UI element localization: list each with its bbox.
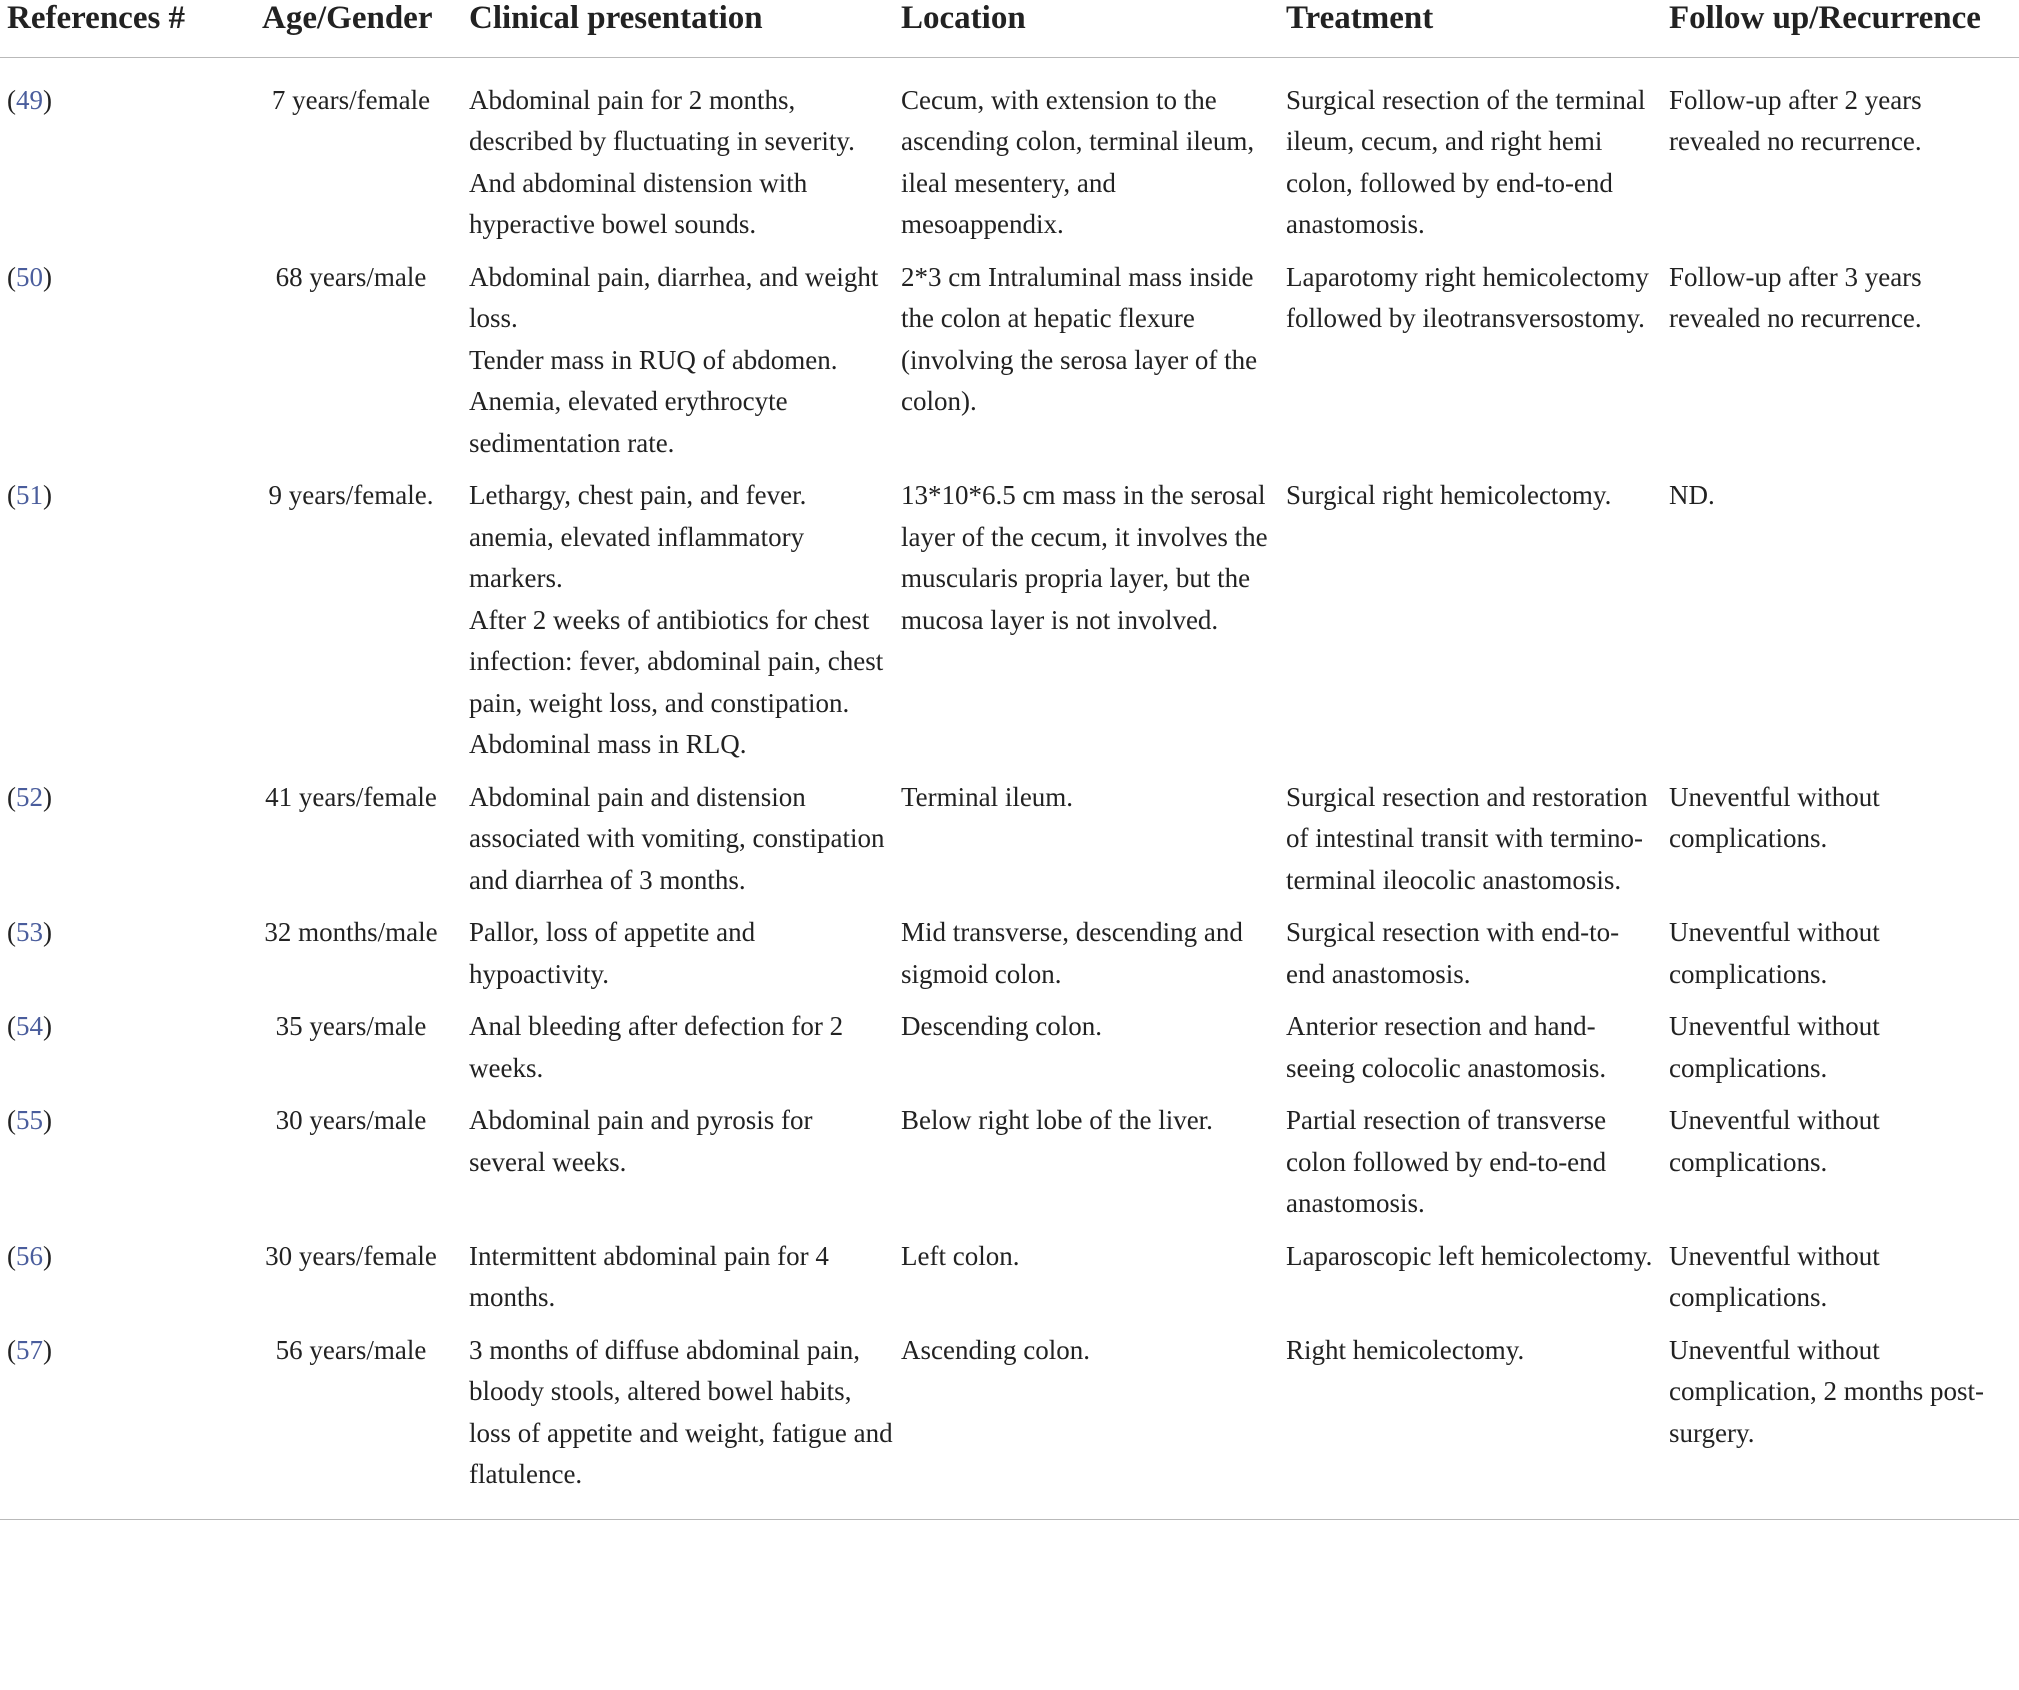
reference-link[interactable]: 55 — [16, 1105, 43, 1136]
table-row — [0, 1236, 2019, 1330]
cell-clinical-presentation — [469, 1006, 901, 1100]
header-treatment: Treatment — [1286, 0, 1434, 36]
cell-reference — [0, 1006, 233, 1100]
table-row — [0, 777, 2019, 913]
clinical-line: Anal bleeding after defection for 2 weeks. — [469, 1011, 844, 1083]
cell-clinical-presentation — [469, 475, 901, 777]
cell-location: Terminal ileum. — [901, 781, 1074, 812]
cell-location: Cecum, with extension to the ascending colon, terminal ileum, ileal mesentery, and mesoappendix. — [901, 84, 1255, 240]
header-references: References # — [7, 0, 186, 36]
cell-follow-up: Follow-up after 3 years revealed no recurrence. — [1669, 261, 1922, 334]
clinical-line: Lethargy, chest pain, and fever. anemia, elevated inflammatory markers. — [469, 480, 807, 594]
paren-close: ) — [43, 1105, 52, 1136]
cell-clinical-presentation — [469, 1100, 901, 1236]
cell-age-gender: 56 years/male — [275, 1334, 427, 1365]
cell-age-gender: 30 years/male — [275, 1105, 427, 1136]
cell-reference — [0, 912, 233, 1006]
paren-close: ) — [43, 1011, 52, 1042]
paren-close: ) — [43, 1334, 52, 1365]
clinical-line: Abdominal mass in RLQ. — [469, 729, 747, 760]
cell-age-gender: 9 years/female. — [268, 480, 434, 511]
paren-close: ) — [43, 480, 52, 511]
cell-reference — [0, 475, 233, 777]
table-body — [0, 57, 2019, 1519]
cell-clinical-presentation — [469, 257, 901, 476]
cell-treatment: Partial resection of transverse colon followed by end-to-end anastomosis. — [1286, 1105, 1607, 1219]
cell-follow-up: Follow-up after 2 years revealed no recurrence. — [1669, 84, 1922, 157]
cell-follow-up: Uneventful without complications. — [1669, 781, 1880, 854]
cell-treatment: Surgical resection and restoration of intestinal transit with termino-terminal ileocolic anastomosis. — [1286, 781, 1648, 895]
cell-follow-up: Uneventful without complications. — [1669, 1011, 1880, 1083]
cell-clinical-presentation — [469, 777, 901, 913]
cell-age-gender: 41 years/female — [265, 781, 437, 812]
cell-location: 2*3 cm Intraluminal mass inside the colon at hepatic flexure (involving the serosa layer of the colon). — [901, 261, 1258, 417]
clinical-line: Abdominal pain and distension associated with vomiting, constipation and diarrhea of 3 months. — [469, 781, 885, 895]
reference-link[interactable]: 57 — [16, 1334, 43, 1365]
reference-link[interactable]: 51 — [16, 480, 43, 511]
table-header — [0, 0, 2019, 57]
paren-open: ( — [7, 84, 16, 115]
clinical-line: Tender mass in RUQ of abdomen. — [469, 344, 838, 375]
paren-open: ( — [7, 1011, 16, 1042]
cell-age-gender: 68 years/male — [275, 261, 427, 292]
cell-location: Mid transverse, descending and sigmoid colon. — [901, 917, 1243, 989]
paren-close: ) — [43, 261, 52, 292]
cell-age-gender: 30 years/female — [265, 1240, 437, 1271]
clinical-line: Intermittent abdominal pain for 4 months. — [469, 1240, 829, 1313]
cell-reference — [0, 257, 233, 476]
cell-treatment: Surgical resection of the terminal ileum, cecum, and right hemi colon, followed by end-to-end anastomosis. — [1286, 84, 1646, 240]
header-clinical-presentation: Clinical presentation — [469, 0, 763, 36]
clinical-line: 3 months of diffuse abdominal pain, bloody stools, altered bowel habits, loss of appetite and weight, fatigue and flatulence. — [469, 1334, 893, 1490]
cell-location: Left colon. — [901, 1240, 1020, 1271]
cell-follow-up: Uneventful without complications. — [1669, 1240, 1880, 1313]
table-row — [0, 912, 2019, 1006]
cell-reference — [0, 57, 233, 257]
cell-age-gender: 32 months/male — [264, 917, 438, 948]
clinical-line: Pallor, loss of appetite and hypoactivity. — [469, 917, 756, 989]
cell-clinical-presentation — [469, 57, 901, 257]
paren-open: ( — [7, 261, 16, 292]
paren-close: ) — [43, 1240, 52, 1271]
paren-open: ( — [7, 917, 16, 948]
cell-location: Ascending colon. — [901, 1334, 1090, 1365]
reference-link[interactable]: 49 — [16, 84, 43, 115]
reference-link[interactable]: 53 — [16, 917, 43, 948]
table-row — [0, 475, 2019, 777]
table-row — [0, 257, 2019, 476]
header-location: Location — [901, 0, 1026, 36]
table-row — [0, 1006, 2019, 1100]
cell-clinical-presentation — [469, 1330, 901, 1520]
header-row — [0, 0, 2019, 57]
reference-link[interactable]: 52 — [16, 781, 43, 812]
cell-reference — [0, 777, 233, 913]
clinical-line: Abdominal pain and pyrosis for several weeks. — [469, 1105, 813, 1177]
header-age-gender: Age/Gender — [262, 0, 433, 36]
cell-clinical-presentation — [469, 912, 901, 1006]
reference-link[interactable]: 50 — [16, 261, 43, 292]
cell-treatment: Laparotomy right hemicolectomy followed by ileotransversostomy. — [1286, 261, 1649, 334]
table-row — [0, 57, 2019, 257]
paren-open: ( — [7, 480, 16, 511]
cell-follow-up: Uneventful without complication, 2 months post-surgery. — [1669, 1334, 1984, 1448]
cell-follow-up: ND. — [1669, 480, 1715, 511]
reference-link[interactable]: 54 — [16, 1011, 43, 1042]
clinical-line: Abdominal pain, diarrhea, and weight loss. — [469, 261, 879, 334]
cell-reference — [0, 1236, 233, 1330]
paren-close: ) — [43, 84, 52, 115]
paren-close: ) — [43, 917, 52, 948]
paren-open: ( — [7, 1334, 16, 1365]
reference-link[interactable]: 56 — [16, 1240, 43, 1271]
paren-open: ( — [7, 1105, 16, 1136]
clinical-line: After 2 weeks of antibiotics for chest infection: fever, abdominal pain, chest pain, weight loss, and constipation. — [469, 604, 884, 718]
clinical-line: Abdominal pain for 2 months, described by fluctuating in severity. And abdominal distension with hyperactive bowel sounds. — [469, 84, 855, 240]
cell-reference — [0, 1100, 233, 1236]
table-row — [0, 1100, 2019, 1236]
cell-age-gender: 35 years/male — [275, 1011, 427, 1042]
cell-follow-up: Uneventful without complications. — [1669, 1105, 1880, 1177]
cell-treatment: Anterior resection and hand-seeing colocolic anastomosis. — [1286, 1011, 1607, 1083]
paren-close: ) — [43, 781, 52, 812]
paren-open: ( — [7, 781, 16, 812]
cell-treatment: Surgical resection with end-to-end anastomosis. — [1286, 917, 1620, 989]
cell-follow-up: Uneventful without complications. — [1669, 917, 1880, 989]
cell-reference — [0, 1330, 233, 1520]
clinical-line: Anemia, elevated erythrocyte sedimentation rate. — [469, 386, 788, 458]
cell-treatment: Surgical right hemicolectomy. — [1286, 480, 1612, 511]
cell-clinical-presentation — [469, 1236, 901, 1330]
cell-treatment: Laparoscopic left hemicolectomy. — [1286, 1240, 1653, 1271]
cell-treatment: Right hemicolectomy. — [1286, 1334, 1525, 1365]
table-row — [0, 1330, 2019, 1520]
paren-open: ( — [7, 1240, 16, 1271]
cell-location: 13*10*6.5 cm mass in the serosal layer of the cecum, it involves the muscularis propria layer, but the mucosa layer is not involved. — [901, 480, 1268, 635]
cell-location: Descending colon. — [901, 1011, 1102, 1042]
cell-age-gender: 7 years/female — [271, 84, 431, 115]
header-follow-up-recurrence: Follow up/Recurrence — [1669, 0, 1981, 36]
cell-location: Below right lobe of the liver. — [901, 1105, 1213, 1136]
